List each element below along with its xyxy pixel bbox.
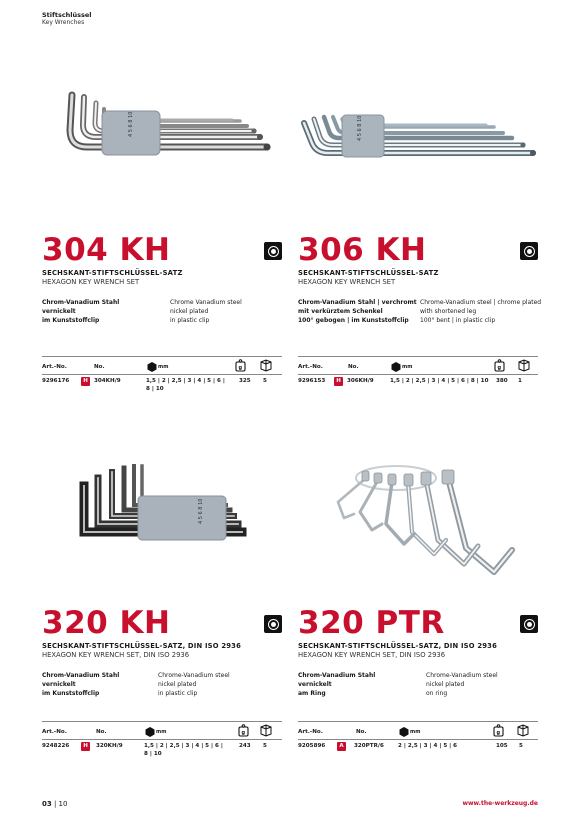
spec-de: am Ring <box>298 690 326 697</box>
col-mm: mm <box>402 364 413 370</box>
page-header <box>42 11 92 27</box>
product-table <box>298 721 538 771</box>
svg-text:4 5 6 8 10: 4 5 6 8 10 <box>198 498 204 524</box>
spec-de: im Kunststoffclip <box>42 690 100 697</box>
product-name: 304 KH <box>42 232 171 268</box>
quality-badge-icon <box>264 242 282 260</box>
product-table <box>298 356 538 406</box>
category-tag: H <box>81 377 90 386</box>
sizes-line-2: 8 | 10 <box>144 751 162 757</box>
product-specs <box>298 298 542 328</box>
quality-badge-icon <box>264 615 282 633</box>
col-art-no: Art.-No. <box>298 729 323 735</box>
hex-size-icon <box>146 361 158 373</box>
svg-text:4 5 6 8 10: 4 5 6 8 10 <box>128 111 134 137</box>
spec-en: nickel plated <box>158 681 197 688</box>
spec-en: Chrome Vanadium steel <box>170 299 242 306</box>
col-no: No. <box>348 364 359 370</box>
product-table <box>42 721 282 771</box>
product-name: 306 KH <box>298 232 427 268</box>
spec-de: vernickelt <box>42 681 76 688</box>
pack-qty: 1 <box>518 378 522 384</box>
svg-text:g: g <box>496 730 501 736</box>
svg-text:g: g <box>497 365 502 371</box>
category-tag: H <box>334 377 343 386</box>
header-title: Stiftschlüssel <box>42 11 92 19</box>
product-table <box>42 356 282 406</box>
product-title-row <box>298 606 538 640</box>
product-photo <box>298 448 538 598</box>
product-photo <box>42 448 282 598</box>
item-no: 306KH/9 <box>347 378 374 384</box>
spec-en: nickel plated <box>170 308 209 315</box>
art-no: 9248226 <box>42 743 70 749</box>
category-tag: A <box>337 742 346 751</box>
weight: 325 <box>239 378 251 384</box>
item-no: 320PTR/6 <box>354 743 384 749</box>
product-specs <box>298 671 538 701</box>
col-no: No. <box>356 729 367 735</box>
product-name: 320 KH <box>42 605 171 641</box>
product-title-de: SECHSKANT-STIFTSCHLÜSSEL-SATZ <box>42 269 183 277</box>
page-current: 03 <box>42 800 52 808</box>
art-no: 9296176 <box>42 378 70 384</box>
col-mm: mm <box>156 729 167 735</box>
spec-en: nickel plated <box>426 681 465 688</box>
weight-icon <box>238 724 249 737</box>
weight: 105 <box>496 743 508 749</box>
weight-icon <box>235 359 246 372</box>
product-specs <box>42 671 282 701</box>
col-art-no: Art.-No. <box>298 364 323 370</box>
package-icon <box>259 723 273 737</box>
sizes-line-1: 1,5 | 2 | 2,5 | 3 | 4 | 5 | 6 | <box>146 378 225 384</box>
product-title-en: HEXAGON KEY WRENCH SET <box>298 278 396 286</box>
spec-en: with shortened leg <box>420 308 477 315</box>
spec-en: 100° bent | in plastic clip <box>420 317 496 324</box>
product-title-en: HEXAGON KEY WRENCH SET, DIN ISO 2936 <box>298 651 446 659</box>
col-art-no: Art.-No. <box>42 729 67 735</box>
spec-en: Chrome-Vanadium steel <box>158 672 230 679</box>
sizes-line-1: 1,5 | 2 | 2,5 | 3 | 4 | 5 | 6 | 8 | 10 <box>390 378 489 384</box>
art-no: 9296153 <box>298 378 326 384</box>
pack-qty: 5 <box>263 378 267 384</box>
spec-de: vernickelt <box>298 681 332 688</box>
sizes-line-1: 2 | 2,5 | 3 | 4 | 5 | 6 <box>398 743 458 749</box>
spec-de: im Kunststoffclip <box>42 317 100 324</box>
pack-qty: 5 <box>519 743 523 749</box>
category-tag: H <box>81 742 90 751</box>
spec-en: in plastic clip <box>170 317 210 324</box>
spec-de: Chrom-Vanadium Stahl <box>42 672 120 679</box>
product-title-en: HEXAGON KEY WRENCH SET <box>42 278 140 286</box>
hex-size-icon <box>398 726 410 738</box>
spec-en: in plastic clip <box>158 690 198 697</box>
svg-text:g: g <box>238 365 243 371</box>
weight-icon <box>494 359 505 372</box>
col-no: No. <box>94 364 105 370</box>
hex-size-icon <box>144 726 156 738</box>
hex-size-icon <box>390 361 402 373</box>
page-total: | 10 <box>51 800 68 808</box>
spec-de: Chrom-Vanadium Stahl | verchromt <box>298 299 417 306</box>
package-icon <box>516 723 530 737</box>
product-photo <box>298 75 538 225</box>
product-title-de: SECHSKANT-STIFTSCHLÜSSEL-SATZ, DIN ISO 2936 <box>298 642 498 650</box>
spec-de: Chrom-Vanadium Stahl <box>298 672 376 679</box>
product-title-en: HEXAGON KEY WRENCH SET, DIN ISO 2936 <box>42 651 190 659</box>
spec-de: mit verkürztem Schenkel <box>298 308 383 315</box>
product-photo <box>42 75 282 225</box>
spec-en: on ring <box>426 690 448 697</box>
art-no: 9205896 <box>298 743 326 749</box>
weight: 243 <box>239 743 251 749</box>
product-title-de: SECHSKANT-STIFTSCHLÜSSEL-SATZ, DIN ISO 2936 <box>42 642 242 650</box>
spec-de: Chrom-Vanadium Stahl <box>42 299 120 306</box>
col-art-no: Art.-No. <box>42 364 67 370</box>
weight: 380 <box>496 378 508 384</box>
svg-text:4 5 6 8 10: 4 5 6 8 10 <box>357 115 363 141</box>
col-mm: mm <box>410 729 421 735</box>
spec-en: Chrome-Vanadium steel | chrome plated <box>420 299 542 306</box>
page-number <box>42 800 67 808</box>
package-icon <box>517 358 531 372</box>
package-icon <box>259 358 273 372</box>
col-mm: mm <box>158 364 169 370</box>
product-title-row <box>298 233 538 267</box>
spec-de: 100° gebogen | im Kunststoffclip <box>298 317 409 324</box>
spec-en: Chrome-Vanadium steel <box>426 672 498 679</box>
spec-de: vernickelt <box>42 308 76 315</box>
pack-qty: 5 <box>263 743 267 749</box>
sizes-line-1: 1,5 | 2 | 2,5 | 3 | 4 | 5 | 6 | <box>144 743 223 749</box>
sizes-line-2: 8 | 10 <box>146 386 164 392</box>
item-no: 304KH/9 <box>94 378 121 384</box>
weight-icon <box>493 724 504 737</box>
product-name: 320 PTR <box>298 605 445 641</box>
quality-badge-icon <box>520 615 538 633</box>
col-no: No. <box>96 729 107 735</box>
item-no: 320KH/9 <box>96 743 123 749</box>
quality-badge-icon <box>520 242 538 260</box>
product-specs <box>42 298 282 328</box>
website-link[interactable]: www.the-werkzeug.de <box>462 800 538 807</box>
header-subtitle: Key Wrenches <box>42 19 85 26</box>
product-title-row <box>42 233 282 267</box>
product-title-de: SECHSKANT-STIFTSCHLÜSSEL-SATZ <box>298 269 439 277</box>
svg-text:g: g <box>241 730 246 736</box>
product-title-row <box>42 606 282 640</box>
